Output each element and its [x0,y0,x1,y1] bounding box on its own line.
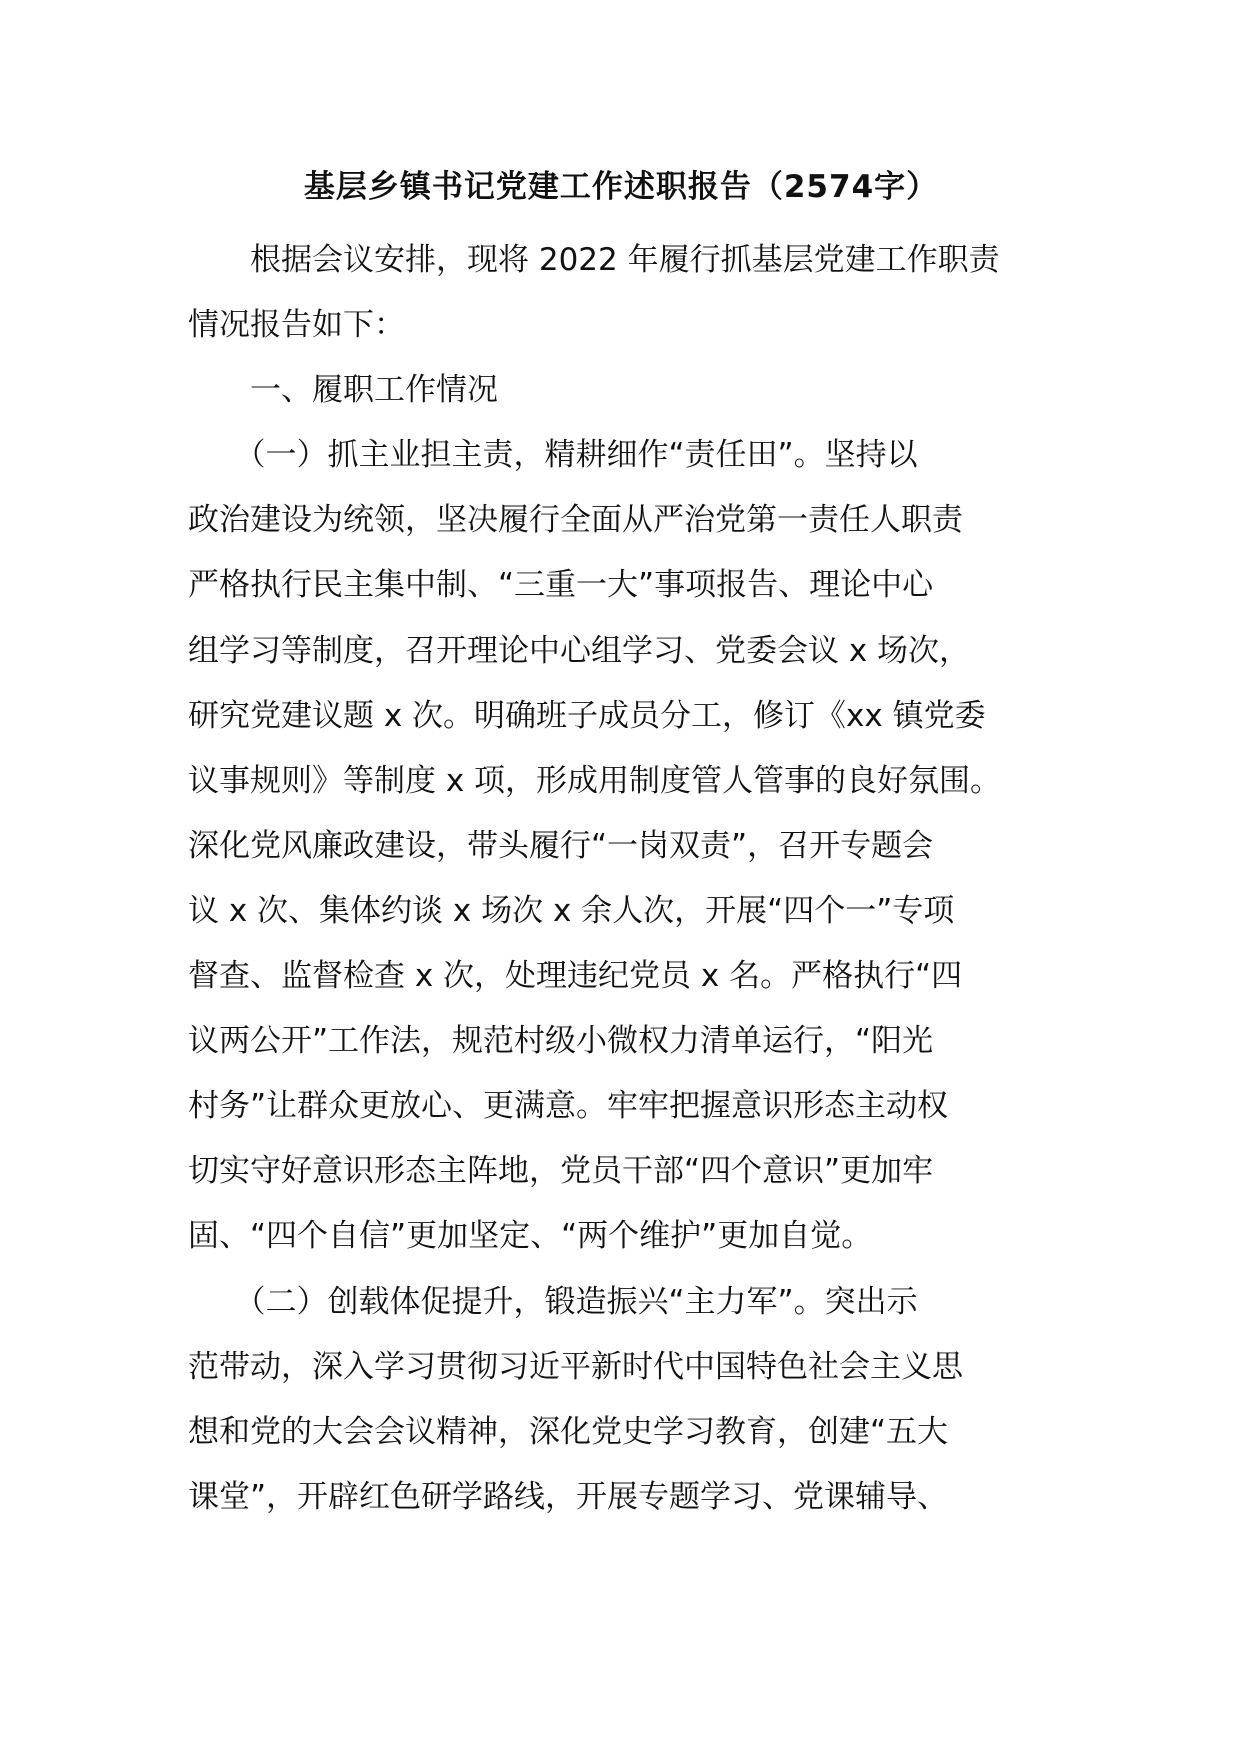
body-line: （二）创载体促提升，锻造振兴“主力军”。突出示 [188,1283,918,1320]
body-line: 研究党建议题 x 次。明确班子成员分工，修订《xx 镇党委 [188,697,986,734]
body-line: 切实守好意识形态主阵地，党员干部“四个意识”更加牢 [188,1153,934,1190]
section-heading: 一、履职工作情况 [188,372,498,409]
body-line: 情况报告如下： [188,307,405,344]
document-title: 基层乡镇书记党建工作述职报告（2574字） [303,169,939,205]
body-line: 村务”让群众更放心、更满意。牢牢把握意识形态主动权 [188,1088,949,1125]
body-line: 议两公开”工作法，规范村级小微权力清单运行，“阳光 [188,1023,934,1060]
body-line: 固、“四个自信”更加坚定、“两个维护”更加自觉。 [188,1218,873,1255]
body-line: 课堂”，开辟红色研学路线，开展专题学习、党课辅导、 [188,1478,949,1515]
body-line: 范带动，深入学习贯彻习近平新时代中国特色社会主义思 [188,1348,963,1385]
body-line: 根据会议安排，现将 2022 年履行抓基层党建工作职责 [188,242,1000,278]
body-line: 想和党的大会会议精神，深化党史学习教育，创建“五大 [188,1413,949,1450]
body-line: 议 x 次、集体约谈 x 场次 x 余人次，开展“四个一”专项 [188,892,955,929]
body-line: 组学习等制度，召开理论中心组学习、党委会议 x 场次， [188,632,971,669]
body-line: （一）抓主业担主责，精耕细作“责任田”。坚持以 [188,437,918,474]
body-line: 深化党风廉政建设，带头履行“一岗双责”，召开专题会 [188,827,934,864]
body-line: 政治建设为统领，坚决履行全面从严治党第一责任人职责 [188,502,963,539]
document-body [188,228,1054,1530]
body-line: 严格执行民主集中制、“三重一大”事项报告、理论中心 [188,567,934,604]
body-line: 督查、监督检查 x 次，处理违纪党员 x 名。严格执行“四 [188,958,963,995]
body-line: 议事规则》等制度 x 项，形成用制度管人管事的良好氛围。 [188,762,1002,799]
